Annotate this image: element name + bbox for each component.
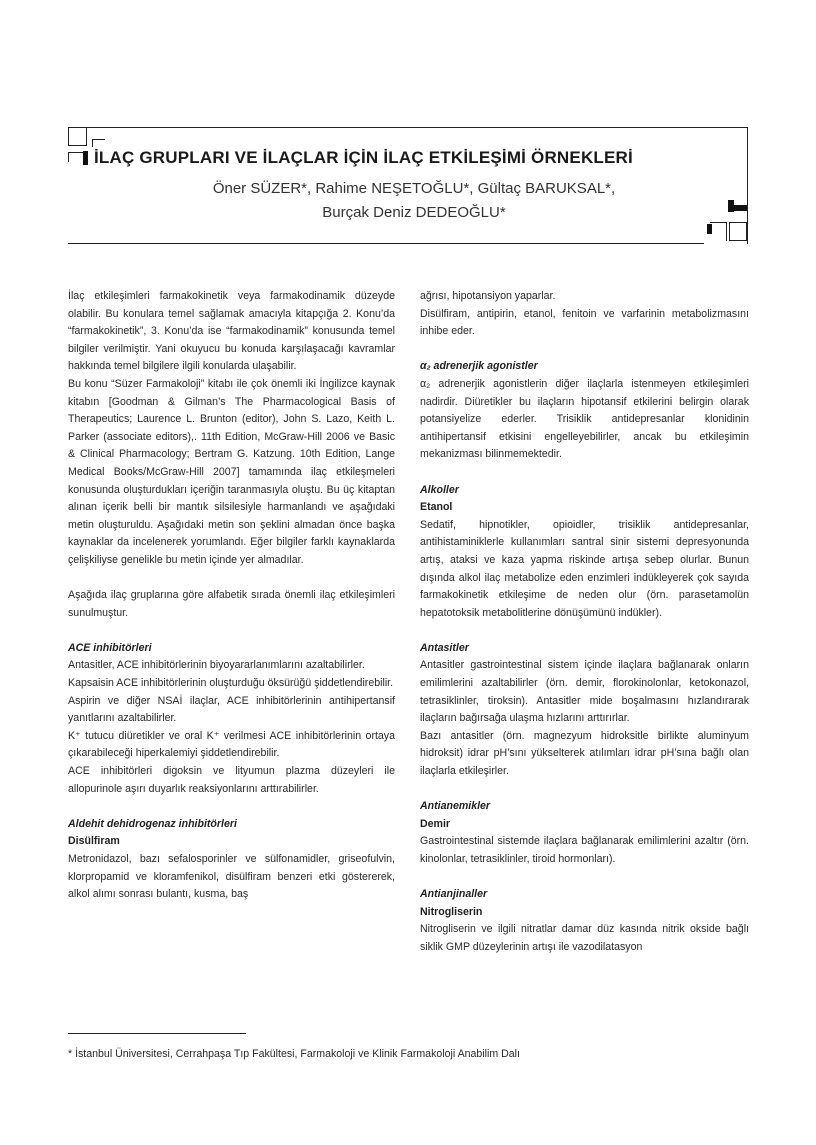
section-heading: α₂ adrenerjik agonistler — [420, 360, 538, 373]
paragraph: Sedatif, hipnotikler, opioidler, trisiklik antidepresanlar, antihistaminiklerle kullanımları santral sinir sistemi depresyonunda artış, ataksi ve kaza yapma riskinde artışa sebep olurlar. Bunun dışında alkol ilaç metabolize eden enzimleri indükleyerek çok sayıda farmakokinetik etkileşime de neden olur (örn. parasetamolün hepatotoksik metabolitlerine dönüşümünü indükler). — [420, 518, 749, 619]
paragraph: Disülfiram, antipirin, etanol, fenitoin ve varfarinin metabolizmasını inhibe eder. — [420, 307, 749, 338]
subheading: Demir — [420, 817, 451, 830]
paragraph: ağrısı, hipotansiyon yaparlar. — [420, 290, 556, 302]
corner-ornament — [83, 151, 88, 165]
section-heading: ACE inhibitörleri — [68, 641, 152, 654]
header-frame-bottom — [68, 243, 704, 244]
authors-line-1: Öner SÜZER*, Rahime NEŞETOĞLU*, Gültaç BARUKSAL*, — [212, 180, 616, 197]
footnote-divider — [68, 1033, 246, 1034]
section-heading: Antianjinaller — [420, 888, 488, 901]
corner-ornament — [707, 224, 712, 234]
section-heading: Aldehit dehidrogenaz inhibitörleri — [68, 817, 237, 830]
paragraph: Bazı antasitler (örn. magnezyum hidroksitle birlikte aluminyum hidroksit) idrar pH’sını yükselterek atılımları idrar pH’sına bağlı olan ilaçlarla etkileşirler. — [420, 729, 749, 778]
paragraph: Kapsaisin ACE inhibitörlerinin oluşturduğu öksürüğü şiddetlendirebilir. — [68, 677, 394, 690]
corner-ornament — [92, 139, 105, 147]
subheading: Etanol — [420, 501, 453, 514]
paragraph: K⁺ tutucu diüretikler ve oral K⁺ verilmesi ACE inhibitörlerinin ortaya çıkarabileceği hiperkalemiyi şiddetlendirebilir. — [68, 729, 395, 760]
paper-title: İLAÇ GRUPLARI VE İLAÇLAR İÇİN İLAÇ ETKİLEŞİMİ ÖRNEKLERİ — [94, 148, 633, 167]
paragraph: Antasitler gastrointestinal sistem içinde ilaçlara bağlanarak onların emilimlerini azaltabilirler (örn. demir, florokinolonlar, ketokonazol, tetrasiklinler, tiroksin). Antasitler mide boşalmasını hızlandırarak ilaçların bağırsağa ulaşma hızlarını arttırırlar. — [420, 659, 749, 725]
author-list — [94, 177, 734, 225]
paragraph: Bu konu “Süzer Farmakoloji” kitabı ile çok önemli iki İngilizce kaynak kitabın [Goodman & Gilman’s The Pharmacological Basis of Therapeutics; Laurence L. Brunton (editor), John S. Lazo, Keith L. Parker (associate editors),. 11th Edition, McGraw-Hill 2006 ve Basic & Clinical Pharmacology; Bertram G. Katzung. 10th Edition, Lange Medical Books/McGraw-Hill 2007] tamamında ilaç etkileşmeleri konusunda oluşturdukları içeriğin taranmasıyla oluştu. Bu üç kitaptan alınan içerik belli bir mantık silsilesiyle harmanlandı ve aşağıdaki metin oluşturuldu. Aşağıdaki metin son şeklini almadan önce başka kaynaklar da incelenerek yorumlandı. Eğer bilgiler farklı kaynaklarda çelişkiliyse genelikle bu metin içinde yer almadılar. — [68, 377, 395, 566]
paragraph: α₂ adrenerjik agonistlerin diğer ilaçlarla istenmeyen etkileşimleri nadirdir. Diüretikler bu ilaçların hipotansif etkilerini belirgin olarak potansiyelize ederler. Trisiklik antidepresanlar klonidinin antihipertansif etkisini engelleyebilirler, ancak bu etkileşimin mekanizması bilinmemektedir. — [420, 377, 749, 461]
paragraph: İlaç etkileşimleri farmakokinetik veya farmakodinamik düzeyde olabilir. Bu konulara temel sağlamak amacıyla kitapçığa 2. Konu’da “farmakokinetik”, 3. Konu’da ise “farmakodinamik” konusunda temel bilgiler verilmiştir. Yani okuyucu bu konuda karşılaşacağı kavramlar hakkında temel bilgilere ilgili konularda ulaşabilir. — [68, 290, 395, 373]
paragraph: Metronidazol, bazı sefalosporinler ve sülfonamidler, griseofulvin, klorpropamid ve kloramfenikol, disülfiram benzeri etki göstererek, alkol alımı sonrası bulantı, kusma, baş — [68, 853, 395, 901]
paragraph: Nitrogliserin ve ilgili nitratlar damar düz kasında nitrik okside bağlı siklik GMP düzeylerinin artışı ile vazodilatasyon — [420, 923, 749, 953]
paragraph: Aşağıda ilaç gruplarına göre alfabetik sırada önemli ilaç etkileşimleri sunulmuştur. — [68, 589, 395, 619]
footnote: * İstanbul Üniversitesi, Cerrahpaşa Tıp Fakültesi, Farmakoloji ve Klinik Farmakoloji Anabilim Dalı — [68, 1048, 520, 1060]
section-heading: Antasitler — [420, 641, 469, 654]
section-heading: Antianemikler — [420, 800, 491, 813]
authors-line-2: Burçak Deniz DEDEOĞLU* — [322, 204, 506, 221]
left-column — [68, 288, 395, 904]
subheading: Nitrogliserin — [420, 905, 483, 918]
paragraph: Aspirin ve diğer NSAİ ilaçlar, ACE inhibitörlerinin antihipertansif yanıtlarını azaltabilirler. — [68, 694, 395, 725]
paragraph: Gastrointestinal sistemde ilaçlara bağlanarak emilimlerini azaltır (örn. kinolonlar, tetrasiklinler, tiroid hormonları). — [420, 835, 749, 865]
corner-ornament — [68, 127, 87, 146]
right-column — [420, 288, 749, 957]
subheading: Disülfiram — [68, 835, 120, 848]
paragraph: ACE inhibitörleri digoksin ve lityumun plazma düzeyleri ile allopurinole aşırı duyarlık reaksiyonlarını arttırabilirler. — [68, 765, 395, 795]
section-heading: Alkoller — [420, 483, 459, 496]
paragraph: Antasitler, ACE inhibitörlerinin biyoyararlanımlarını azaltabilirler. — [68, 659, 365, 672]
